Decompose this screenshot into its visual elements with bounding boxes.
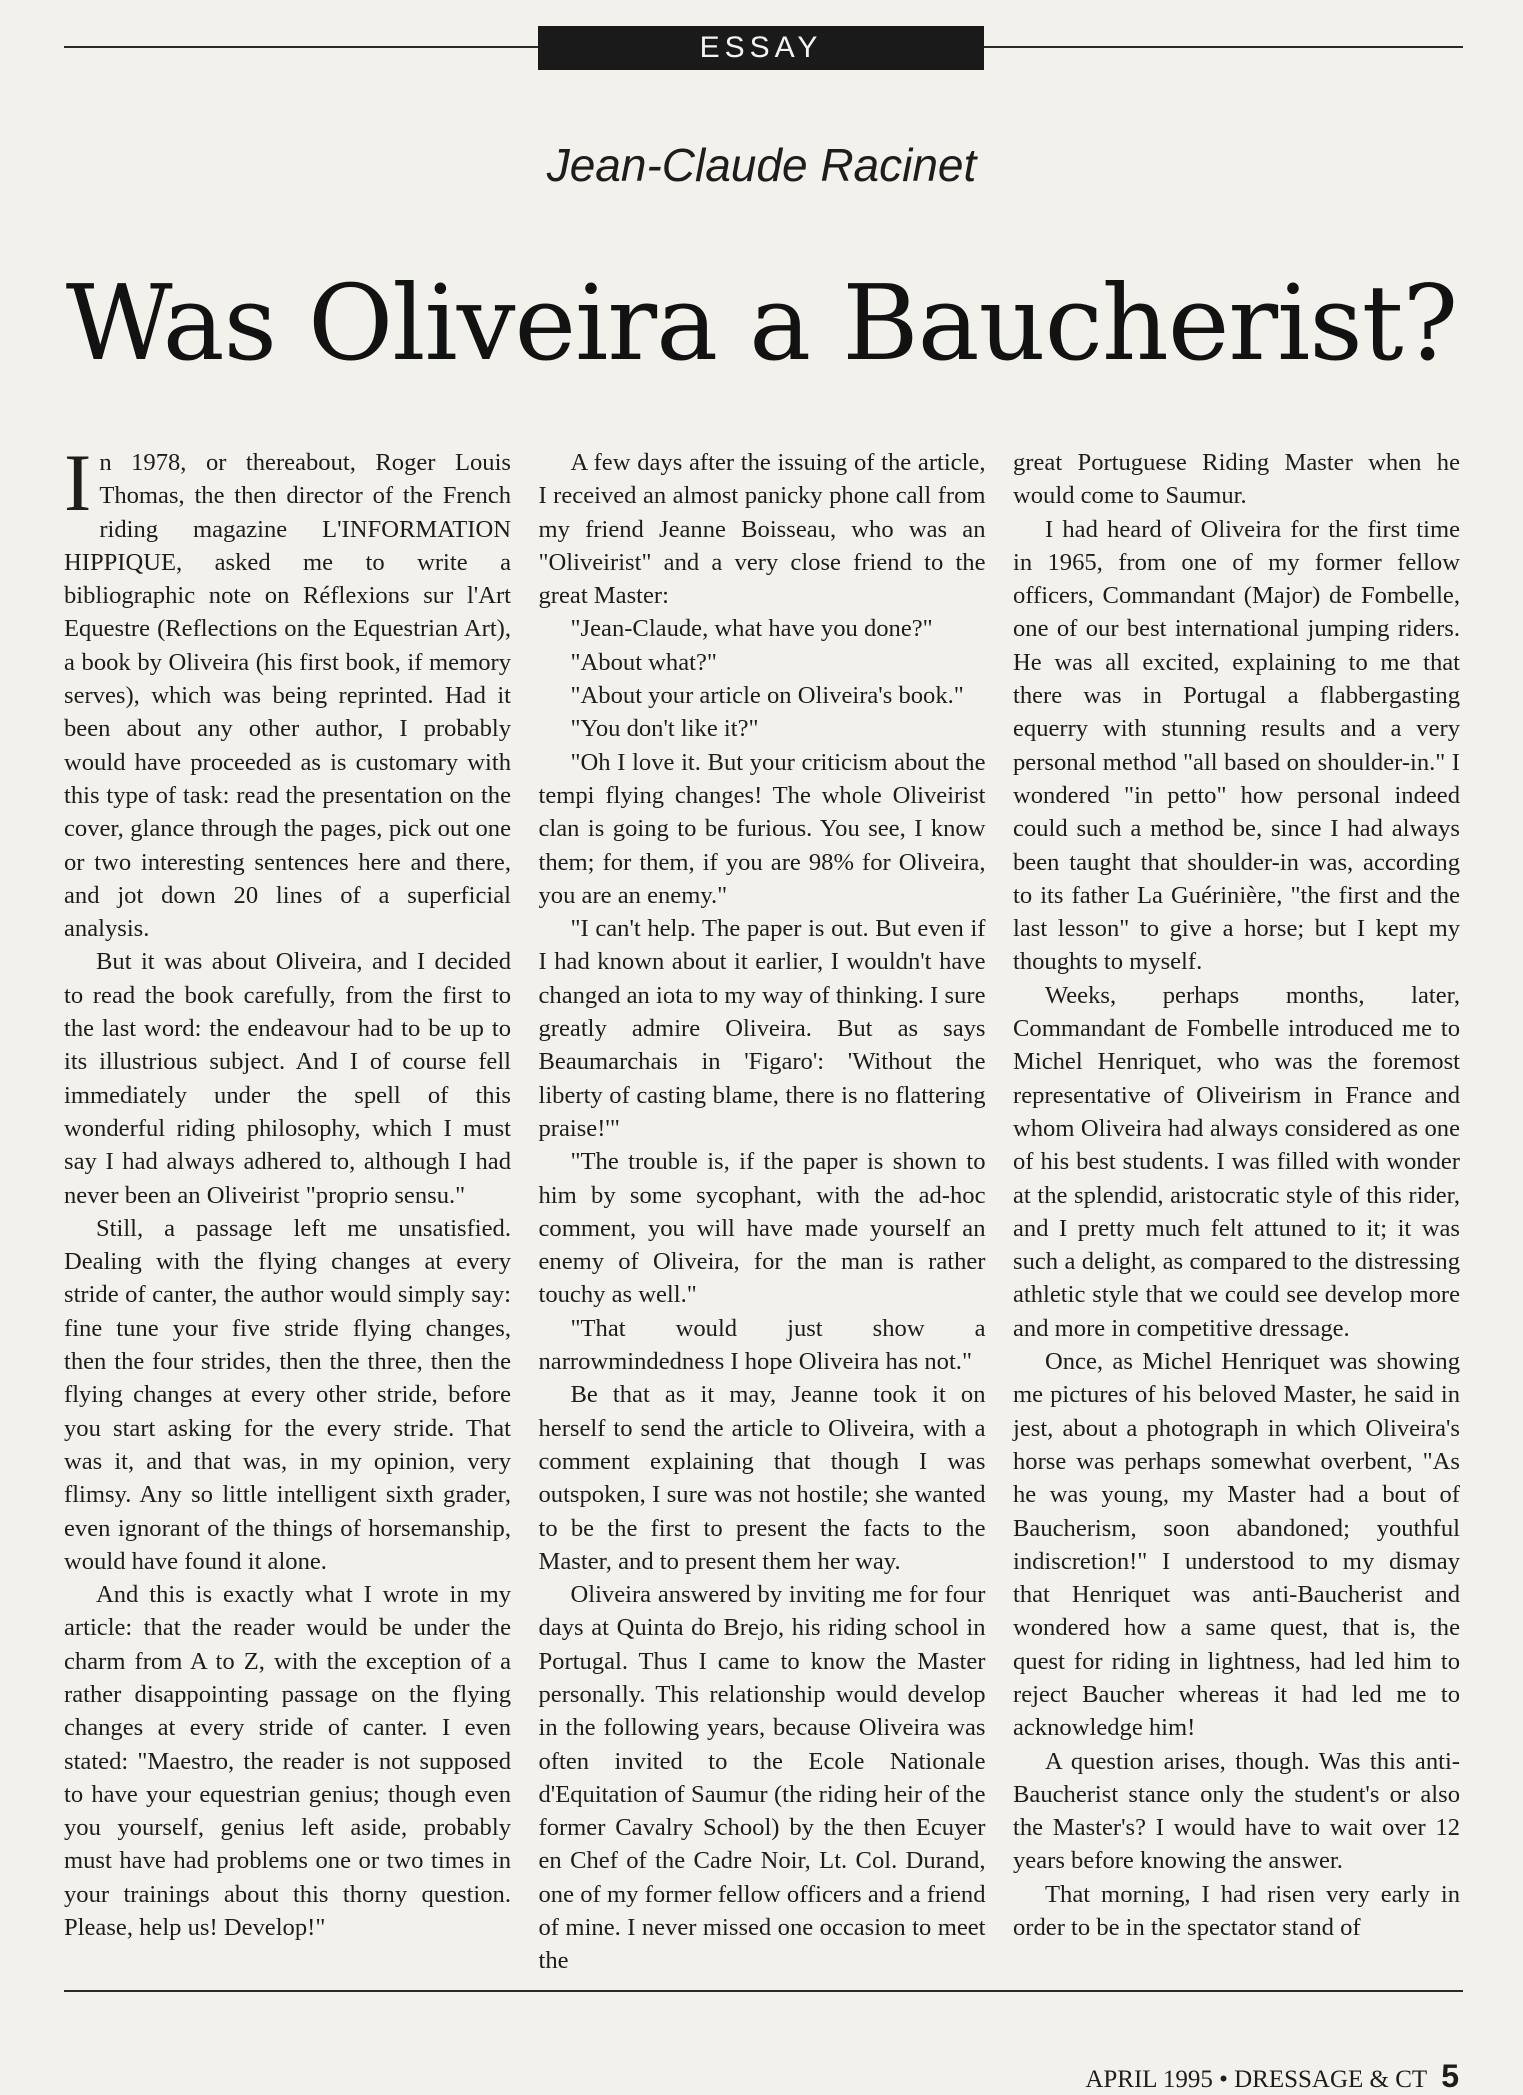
column-3 <box>1013 446 1460 1972</box>
paragraph: "That would just show a narrowmindedness I hope Oliveira has not." <box>538 1314 986 1376</box>
paragraph: "You don't like it?" <box>570 715 759 743</box>
paragraph-text: n 1978, or thereabout, Roger Louis Thomas, the then director of the French riding magazine L'INFORMATION HIPPIQUE, asked me to write a bibliographic note on Réflexions sur l'Art Equestre (Reflections on the Equestrian Art), a book by Oliveira (his first book, if memory serves), which was being reprinted. Had it been about any other author, I probably would have proceeded as is customary with this type of task: read the presentation on the cover, glance through the pages, pick out one or two interesting sentences here and there, and jot down 20 lines of a superficial analysis. <box>64 449 511 943</box>
paragraph: "Jean-Claude, what have you done?" <box>570 615 933 643</box>
paragraph: A question arises, though. Was this anti-Baucherist stance only the student's or also the Master's? I would have to wait over 12 years before knowing the answer. <box>1013 1747 1460 1875</box>
paragraph: "The trouble is, if the paper is shown to him by some sycophant, with the ad-hoc comment, you will have made yourself an enemy of Oliveira, for the man is rather touchy as well." <box>538 1148 986 1309</box>
paragraph: And this is exactly what I wrote in my article: that the reader would be under the charm from A to Z, with the exception of a rather disappointing passage on the flying changes at every stride of canter. I even stated: "Maestro, the reader is not supposed to have your equestrian genius; though even you yourself, genius left aside, probably must have had problems one or two times in your trainings about this thorny question. Please, help us! Develop!" <box>64 1581 511 1942</box>
paragraph: Oliveira answered by inviting me for four days at Quinta do Brejo, his riding school in Portugal. Thus I came to know the Master personally. This relationship would develop in the following years, because Oliveira was often invited to the Ecole Nationale d'Equitation of Saumur (the riding heir of the former Cavalry School) by the then Ecuyer en Chef of the Cadre Noir, Lt. Col. Durand, one of my former fellow officers and a friend of mine. I never missed one occasion to meet the <box>538 1581 986 1975</box>
footer-rule <box>64 1990 1463 1992</box>
paragraph: great Portuguese Riding Master when he would come to Saumur. <box>1013 449 1460 510</box>
column-2 <box>538 446 986 1975</box>
article-title: Was Oliveira a Baucherist? <box>65 262 1458 384</box>
page-footer <box>1085 2058 1459 2095</box>
paragraph: A few days after the issuing of the article, I received an almost panicky phone call from my friend Jeanne Boisseau, who was an "Oliveirist" and a very close friend to the great Master: <box>538 449 986 610</box>
paragraph <box>64 437 511 945</box>
author-byline: Jean-Claude Racinet <box>546 139 977 191</box>
paragraph: Once, as Michel Henriquet was showing me pictures of his beloved Master, he said in jest, about a photograph in which Oliveira's horse was perhaps somewhat overbent, "As he was young, my Master had a bout of Baucherism, soon abandoned; youthful indiscretion!" I understood to my dismay that Henriquet was anti-Baucherist and wondered how a same quest, that is, the quest for riding in lightness, had led him to reject Baucher whereas it had led me to acknowledge him! <box>1013 1348 1460 1742</box>
section-label: ESSAY <box>538 26 984 70</box>
paragraph: I had heard of Oliveira for the first time in 1965, from one of my former fellow officers, Commandant (Major) de Fombelle, one of our best international jumping riders. He was all excited, explaining to me that there was in Portugal a flabbergasting equerry with stunning results and a very personal method "all based on shoulder-in." I wondered "in petto" how personal indeed could such a method be, since I had always been taught that shoulder-in was, according to its father La Guérinière, "the first and the last lesson" to give a horse; but I kept my thoughts to myself. <box>1013 515 1460 976</box>
paragraph: That morning, I had risen very early in order to be in the spectator stand of <box>1013 1880 1460 1942</box>
drop-cap: I <box>64 437 92 528</box>
paragraph: "Oh I love it. But your criticism about the tempi flying changes! The whole Oliveirist clan is going to be furious. You see, I know them; for them, if you are 98% for Oliveira, you are an enemy." <box>538 748 986 909</box>
article-body <box>64 437 1460 1975</box>
paragraph: But it was about Oliveira, and I decided to read the book carefully, from the first to the last word: the endeavour had to be up to its illustrious subject. And I of course fell immediately under the spell of this wonderful riding philosophy, which I must say I had always adhered to, although I had never been an Oliveirist "proprio sensu." <box>64 948 511 1209</box>
column-1 <box>64 437 511 1972</box>
paragraph: "About what?" <box>570 648 717 676</box>
paragraph: Weeks, perhaps months, later, Commandant de Fombelle introduced me to Michel Henriquet, who was the foremost representative of Oliveirism in France and whom Oliveira had always considered as one of his best students. I was filled with wonder at the splendid, aristocratic style of this rider, and I pretty much felt attuned to it; it was such a delight, as compared to the distressing athletic style that we could see develop more and more in competitive dressage. <box>1013 981 1460 1342</box>
page-number: 5 <box>1441 2058 1459 2094</box>
paragraph: "I can't help. The paper is out. But even if I had known about it earlier, I wouldn't have changed an iota to my way of thinking. I sure greatly admire Oliveira. But as says Beaumarchais in 'Figaro': 'Without the liberty of casting blame, there is no flattering praise!'" <box>538 915 986 1142</box>
paragraph: Be that as it may, Jeanne took it on herself to send the article to Oliveira, with a comment explaining that though I was outspoken, I sure was not hostile; she wanted to be the first to present the facts to the Master, and to present them her way. <box>538 1381 986 1575</box>
paragraph: "About your article on Oliveira's book." <box>570 682 964 710</box>
paragraph: Still, a passage left me unsatisfied. Dealing with the flying changes at every stride of canter, the author would simply say: fine tune your five stride flying changes, then the four strides, then the three, then the flying changes at every other stride, before you start asking for the every stride. That was it, and that was, in my opinion, very flimsy. Any so little intelligent sixth grader, even ignorant of the things of horsemanship, would have found it alone. <box>64 1214 511 1575</box>
issue-line: APRIL 1995 • DRESSAGE & CT <box>1085 2066 1428 2093</box>
